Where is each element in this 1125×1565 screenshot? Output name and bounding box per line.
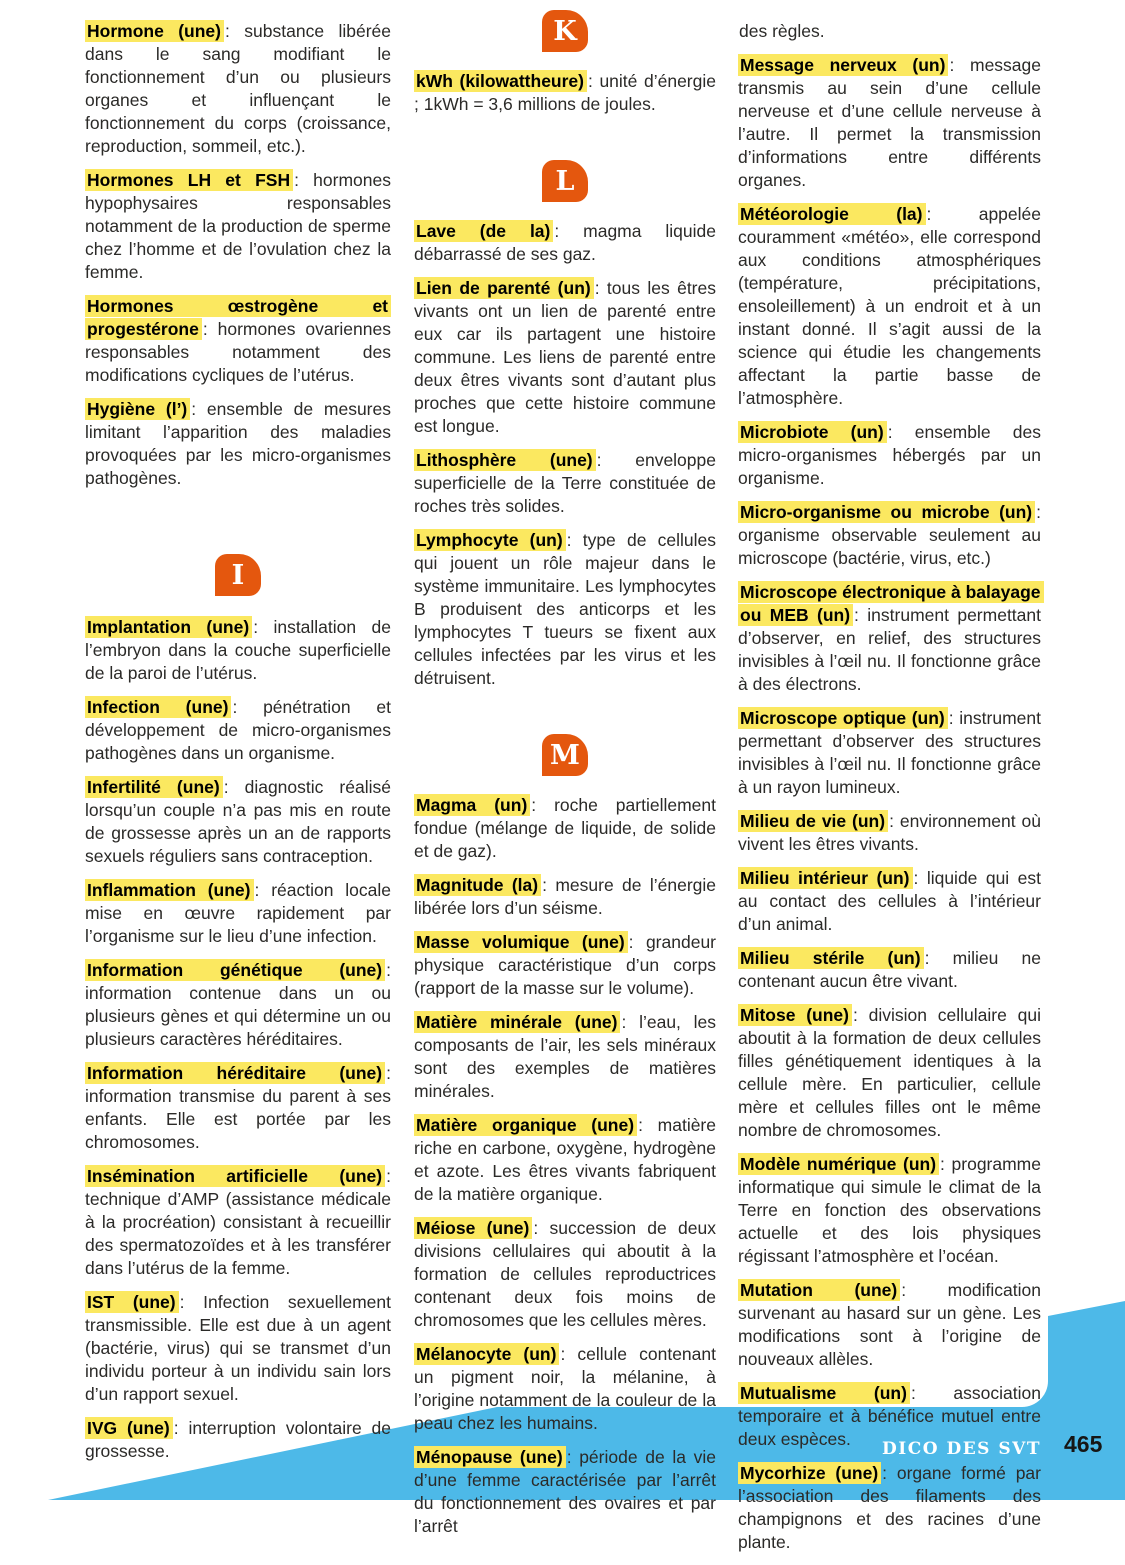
- definition-text: : technique d’AMP (assistance médicale à la procréation) consistant à recueillir des spermatozoïdes et à les transférer dans l’utérus de la femme.: [85, 1166, 391, 1278]
- glossary-entry: [414, 1114, 716, 1206]
- definition-text: : mesure de l’énergie libérée lors d’un séisme.: [414, 875, 717, 918]
- glossary-entry: [738, 421, 1041, 490]
- letter-section-l: [414, 160, 716, 202]
- definition-text: : roche partiellement fondue (mélange de liquide, de solide et de gaz).: [414, 795, 716, 861]
- glossary-entry: [738, 947, 1041, 993]
- glossary-entry: [738, 707, 1041, 799]
- glossary-entry: [414, 529, 716, 690]
- definition-text: : tous les êtres vivants ont un lien de parenté entre eux car ils partagent une histoire commune. Les liens de parenté entre deux êtres vivants sont d’autant plus proches que cette histoire commune est longue.: [414, 278, 716, 436]
- definition-text: : milieu ne contenant aucun être vivant.: [738, 948, 1042, 991]
- definition-text: : appelée couramment «météo», elle correspond aux conditions atmosphériques (température, précipitations, ensoleillement) à un endroit et à un instant donné. Il s’agit aussi de la science qui étudie les changements affectant la partie basse de l’atmosphère.: [738, 204, 1041, 408]
- glossary-entry: [738, 1462, 1041, 1554]
- glossary-entry: [414, 277, 716, 438]
- glossary-entry: [414, 1011, 716, 1103]
- definition-text: : installation de l’embryon dans la couche superficielle de la paroi de l’utérus.: [85, 617, 391, 683]
- glossary-column-3: [738, 20, 1041, 1565]
- definition-text: : ensemble des micro-organismes hébergés par un organisme.: [738, 422, 1041, 488]
- term-highlight: IVG (une): [85, 1417, 173, 1439]
- letter-section-i: [85, 554, 391, 596]
- term-highlight: Lien de parenté (un): [414, 277, 594, 299]
- glossary-entry: [738, 1004, 1041, 1142]
- definition-text: : cellule contenant un pigment noir, la mélanine, à l’origine notamment de la couleur de la peau chez les humains.: [414, 1344, 716, 1433]
- glossary-entry: [85, 398, 391, 490]
- definition-text: : hormones ovariennes responsables notamment des modifications cycliques de l’utérus.: [85, 319, 391, 385]
- term-highlight: Implantation (une): [85, 616, 252, 638]
- term-highlight: Information héréditaire (une): [85, 1062, 385, 1084]
- term-highlight: Microbiote (un): [738, 421, 887, 443]
- definition-text: : message transmis au sein d’une cellule nerveuse et d’une cellule nerveuse à l’autre. Il permet la transmission d’informations entre différents organes.: [738, 55, 1042, 190]
- glossary-entry: [414, 449, 716, 518]
- term-highlight: Milieu intérieur (un): [738, 867, 913, 889]
- term-highlight: Mitose (une): [738, 1004, 852, 1026]
- glossary-entry: [738, 501, 1041, 570]
- definition-text: : réaction locale mise en œuvre rapidement par l’organisme sur le lieu d’une infection.: [85, 880, 391, 946]
- definition-text: des règles.: [739, 21, 825, 41]
- term-highlight: Milieu de vie (un): [738, 810, 888, 832]
- definition-text: : modification survenant au hasard sur un gène. Les modifications sont à l’origine de nouveaux allèles.: [738, 1280, 1042, 1369]
- letter-section-k: [414, 10, 716, 52]
- term-highlight: Matière minérale (une): [414, 1011, 620, 1033]
- glossary-entry: [414, 1217, 716, 1332]
- letter-badge-k: K: [542, 10, 588, 52]
- definition-text: : instrument permettant d’observer, en relief, des structures invisibles à l’œil nu. Il fonctionne grâce à des électrons.: [738, 605, 1041, 694]
- glossary-entry: [738, 581, 1041, 696]
- term-highlight: Hormone (une): [85, 20, 224, 42]
- term-highlight: Hygiène (l’): [85, 398, 190, 420]
- letter-section-m: [414, 734, 716, 776]
- glossary-entry: [414, 220, 716, 266]
- glossary-entry: [85, 295, 391, 387]
- letter-badge-i: I: [215, 554, 261, 596]
- glossary-entry: [414, 794, 716, 863]
- definition-text: : magma liquide débarrassé de ses gaz.: [414, 221, 716, 264]
- term-highlight: Infertilité (une): [85, 776, 223, 798]
- glossary-entry: [738, 203, 1041, 410]
- term-highlight: Mutualisme (un): [738, 1382, 910, 1404]
- term-highlight: Microscope optique (un): [738, 707, 948, 729]
- definition-text: : grandeur physique caractéristique d’un corps (rapport de la masse sur le volume).: [414, 932, 716, 998]
- definition-text: : succession de deux divisions cellulaires qui aboutit à la formation de cellules reproductrices contenant deux fois moins de chromosomes que les cellules mères.: [414, 1218, 716, 1330]
- term-highlight: Mélanocyte (un): [414, 1343, 559, 1365]
- glossary-entry: [85, 1291, 391, 1406]
- definition-text: : information contenue dans un ou plusieurs gènes et qui détermine un ou plusieurs caractères héréditaires.: [85, 960, 391, 1049]
- glossary-entry: [414, 70, 716, 116]
- term-highlight: Ménopause (une): [414, 1446, 566, 1468]
- glossary-entry: [414, 931, 716, 1000]
- glossary-entry: [85, 169, 391, 284]
- definition-text: : organisme observable seulement au microscope (bactérie, virus, etc.): [738, 502, 1041, 568]
- glossary-entry: [85, 776, 391, 868]
- glossary-entry: [738, 810, 1041, 856]
- page-number: 465: [1064, 1431, 1103, 1457]
- letter-badge-m: M: [542, 734, 588, 776]
- glossary-entry: [738, 867, 1041, 936]
- term-highlight: Inflammation (une): [85, 879, 254, 901]
- term-highlight: Météorologie (la): [738, 203, 926, 225]
- definition-text: : unité d’énergie ; 1kWh = 3,6 millions de joules.: [414, 71, 716, 114]
- glossary-entry: [85, 1165, 391, 1280]
- term-highlight: Matière organique (une): [414, 1114, 637, 1136]
- glossary-entry: [85, 959, 391, 1051]
- glossary-entry: [85, 1062, 391, 1154]
- definition-text: : organe formé par l’association des filaments des champignons et des racines d’une plante.: [738, 1463, 1041, 1552]
- glossary-entry: [85, 616, 391, 685]
- definition-text: : environnement où vivent les êtres vivants.: [738, 811, 1041, 854]
- glossary-entry: [85, 696, 391, 765]
- term-highlight: Lave (de la): [414, 220, 553, 242]
- definition-text: : liquide qui est au contact des cellules à l’intérieur d’un animal.: [738, 868, 1041, 934]
- term-highlight: Hormones LH et FSH: [85, 169, 293, 191]
- term-highlight: Insémination artificielle (une): [85, 1165, 385, 1187]
- term-highlight: Lithosphère (une): [414, 449, 596, 471]
- glossary-entry: [85, 879, 391, 948]
- definition-text: : ensemble de mesures limitant l’apparition des maladies provoquées par les micro-organismes pathogènes.: [85, 399, 391, 488]
- term-highlight: IST (une): [85, 1291, 179, 1313]
- term-highlight: Mutation (une): [738, 1279, 900, 1301]
- term-highlight: Micro-organisme ou microbe (un): [738, 501, 1035, 523]
- footer-section-title: DICO DES SVT: [882, 1439, 1041, 1459]
- glossary-entry: [85, 1417, 391, 1463]
- term-highlight: Modèle numérique (un): [738, 1153, 939, 1175]
- term-highlight: Microscope électronique à balayage ou MEB (un): [738, 581, 1044, 626]
- definition-text: : diagnostic réalisé lorsqu’un couple n’a pas mis en route de grossesse après un an de rapports sexuels réguliers sans contraception.: [85, 777, 391, 866]
- letter-badge-l: L: [542, 160, 588, 202]
- definition-text: : interruption volontaire de grossesse.: [85, 1418, 391, 1461]
- glossary-column-1: [85, 20, 391, 1474]
- glossary-entry-continuation: [738, 20, 1041, 43]
- glossary-entry: [738, 54, 1041, 192]
- definition-text: : information transmise du parent à ses enfants. Elle est portée par les chromosomes.: [85, 1063, 391, 1152]
- glossary-entry: [414, 1343, 716, 1435]
- term-highlight: Message nerveux (un): [738, 54, 948, 76]
- term-highlight: Milieu stérile (un): [738, 947, 924, 969]
- term-highlight: Magnitude (la): [414, 874, 541, 896]
- definition-text: : type de cellules qui jouent un rôle majeur dans le système immunitaire. Les lymphocytes B produisent des anticorps et les lymphocytes T tueurs se fixent aux cellules infectées par les virus et les détruisent.: [414, 530, 716, 688]
- definition-text: : instrument permettant d’observer des structures invisibles à l’œil nu. Il fonctionne grâce à un rayon lumineux.: [738, 708, 1041, 797]
- term-highlight: Hormones œstrogène et progestérone: [85, 295, 391, 340]
- glossary-entry: [738, 1279, 1041, 1371]
- definition-text: : Infection sexuellement transmissible. Elle est due à un agent (bactérie, virus) qui se transmet d’un individu porteur à un individu sain lors d’un rapport sexuel.: [85, 1292, 391, 1404]
- definition-text: : hormones hypophysaires responsables notamment de la production de sperme chez l’homme et de l’ovulation chez la femme.: [85, 170, 391, 282]
- glossary-entry: [414, 874, 716, 920]
- definition-text: : programme informatique qui simule le climat de la Terre en fonction des observations actuelle et des lois physiques régissant l’atmosphère et l’océan.: [738, 1154, 1041, 1266]
- term-highlight: Lymphocyte (un): [414, 529, 566, 551]
- glossary-entry: [738, 1153, 1041, 1268]
- definition-text: : enveloppe superficielle de la Terre constituée de roches très solides.: [414, 450, 716, 516]
- term-highlight: Infection (une): [85, 696, 231, 718]
- definition-text: : division cellulaire qui aboutit à la formation de deux cellules filles génétiquement identiques à la cellule mère. En particulier, cellule mère et cellules filles ont le même nombre de chromosomes.: [738, 1005, 1041, 1140]
- definition-text: : période de la vie d’une femme caractérisée par l’arrêt du fonctionnement des ovaires et par l’arrêt: [414, 1447, 716, 1536]
- definition-text: : association temporaire et à bénéfice mutuel entre deux espèces.: [738, 1383, 1041, 1449]
- term-highlight: Masse volumique (une): [414, 931, 628, 953]
- definition-text: : l’eau, les composants de l’air, les sels minéraux sont des exemples de matières minérales.: [414, 1012, 717, 1101]
- term-highlight: Mycorhize (une): [738, 1462, 881, 1484]
- glossary-entry: [414, 1446, 716, 1538]
- glossary-column-2: [414, 10, 716, 1549]
- term-highlight: Information génétique (une): [85, 959, 385, 981]
- definition-text: : matière riche en carbone, oxygène, hydrogène et azote. Les êtres vivants fabriquent de la matière organique.: [414, 1115, 716, 1204]
- definition-text: : pénétration et développement de micro-organismes pathogènes dans un organisme.: [85, 697, 392, 763]
- term-highlight: Méiose (une): [414, 1217, 532, 1239]
- term-highlight: Magma (un): [414, 794, 530, 816]
- definition-text: : substance libérée dans le sang modifiant le fonctionnement d’un ou plusieurs organes et influençant le fonctionnement du corps (croissance, reproduction, sommeil, etc.).: [85, 21, 391, 156]
- glossary-entry: [85, 20, 391, 158]
- term-highlight: kWh (kilowattheure): [414, 70, 587, 92]
